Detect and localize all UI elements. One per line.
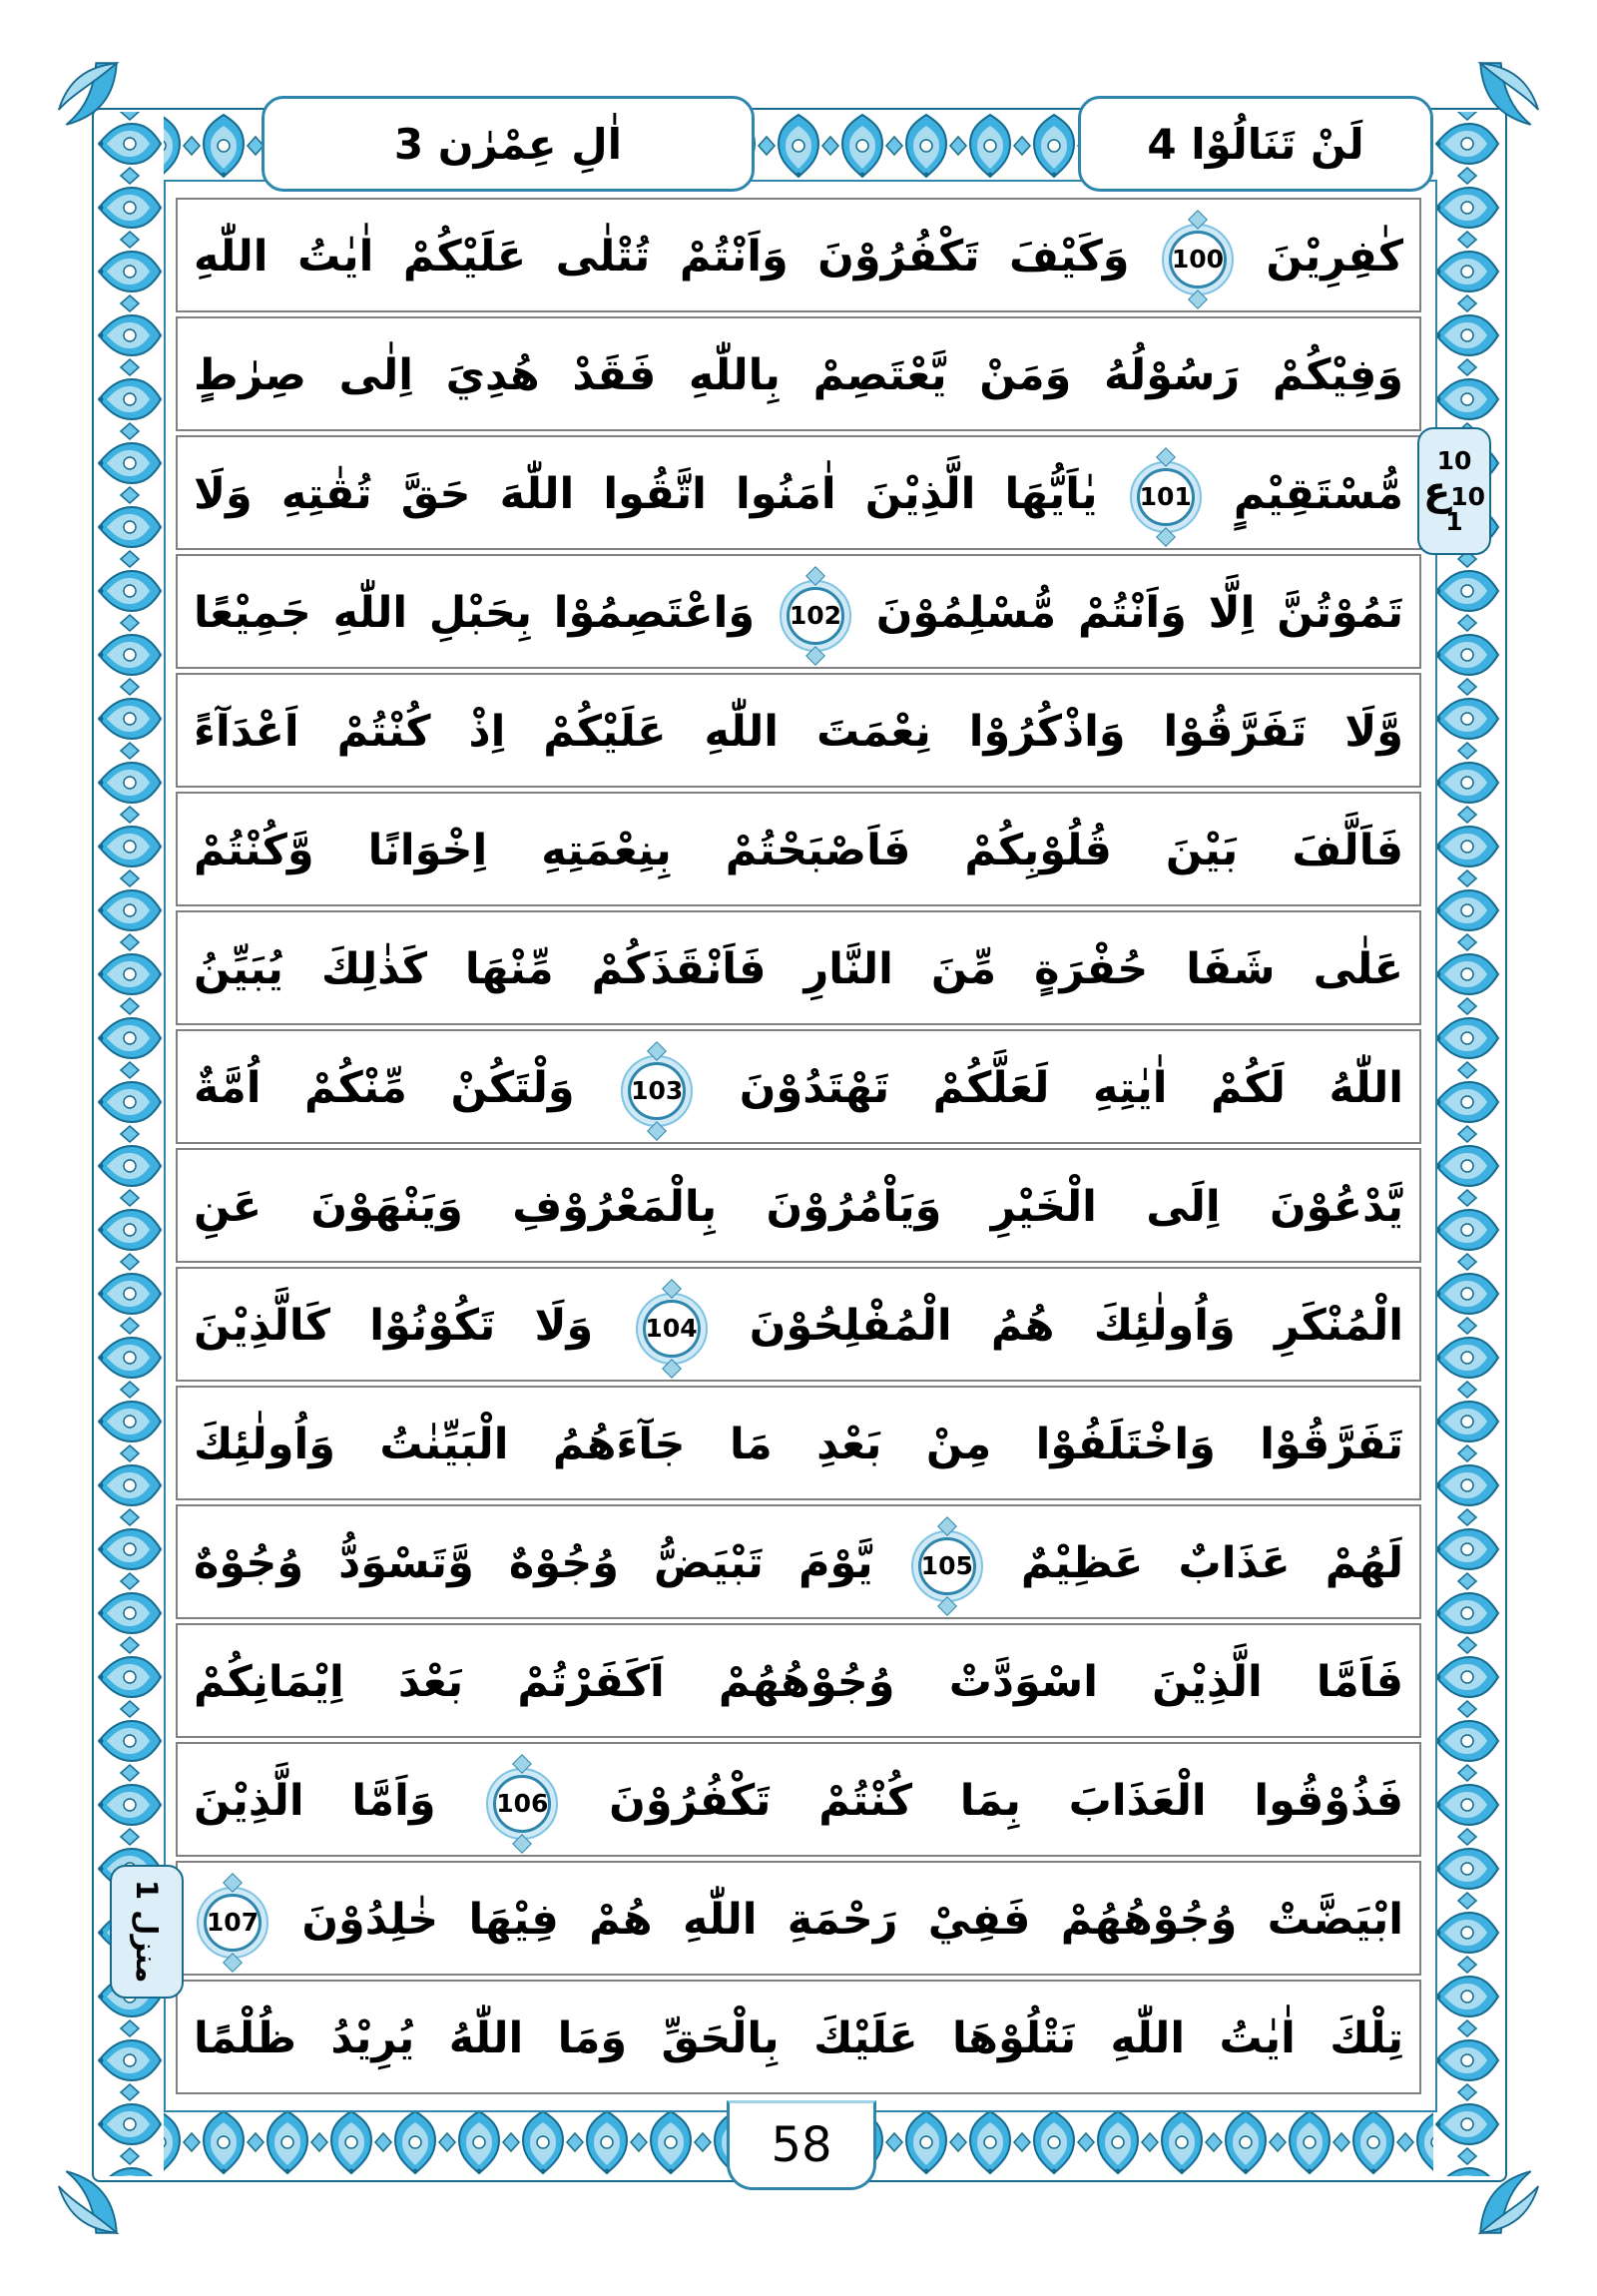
- ayah-marker-105: [918, 1537, 976, 1595]
- page-number-tab: [727, 2100, 876, 2190]
- ayah-text: الْمُنْكَرِ وَاُولٰئِكَ هُمُ الْمُفْلِحُوْنَ: [749, 1301, 1403, 1351]
- ayah-text: تَفَرَّقُوْا وَاخْتَلَفُوْا مِنْ بَعْدِ مَا جَآءَهُمُ الْبَيِّنٰتُ وَاُولٰئِكَ: [194, 1420, 1403, 1469]
- ruku-ain-symbol: ع: [1422, 468, 1451, 514]
- ayah-text: وَفِيْكُمْ رَسُوْلُهُ وَمَنْ يَّعْتَصِمْ بِاللّٰهِ فَقَدْ هُدِيَ اِلٰى صِرٰطٍ: [194, 350, 1403, 400]
- ayah-text: ابْيَضَّتْ وُجُوْهُهُمْ فَفِيْ رَحْمَةِ اللّٰهِ هُمْ فِيْهَا خٰلِدُوْنَ: [301, 1895, 1403, 1945]
- ayah-text: لَهُمْ عَذَابٌ عَظِيْمٌ: [1020, 1538, 1403, 1588]
- ayah-text: كٰفِرِيْنَ: [1266, 232, 1403, 282]
- quran-line-2: [176, 316, 1421, 431]
- text-lines: [176, 198, 1421, 2094]
- ayah-text: اللّٰهُ لَكُمْ اٰيٰتِهِ لَعَلَّكُمْ تَهْتَدُوْنَ: [739, 1063, 1403, 1113]
- corner-flourish-icon: [1469, 52, 1553, 136]
- ayah-text: يَّدْعُوْنَ اِلَى الْخَيْرِ وَيَاْمُرُوْنَ بِالْمَعْرُوْفِ وَيَنْهَوْنَ عَنِ: [194, 1182, 1403, 1232]
- corner-flourish-icon: [1469, 2160, 1553, 2244]
- quran-line-3: [176, 435, 1421, 550]
- quran-line-7: [176, 910, 1421, 1025]
- ayah-number: 102: [787, 587, 844, 645]
- quran-line-14: [176, 1742, 1421, 1857]
- ayah-number: 106: [493, 1775, 551, 1833]
- quran-line-13: [176, 1623, 1421, 1738]
- manzil-marker: [110, 1865, 184, 1999]
- surah-title: اٰلِ عِمْرٰن 3: [393, 119, 623, 169]
- ruku-number: 10: [1436, 446, 1472, 475]
- ayah-text: عَلٰى شَفَا حُفْرَةٍ مِّنَ النَّارِ فَاَنْقَذَكُمْ مِّنْهَا كَذٰلِكَ يُبَيِّنُ: [194, 944, 1403, 994]
- ayah-text: تَمُوْتُنَّ اِلَّا وَاَنْتُمْ مُّسْلِمُوْنَ: [875, 588, 1403, 638]
- quran-line-12: [176, 1504, 1421, 1619]
- ayah-text: مُّسْتَقِيْمٍ: [1233, 469, 1403, 519]
- ayah-text: فَاَمَّا الَّذِيْنَ اسْوَدَّتْ وُجُوْهُهُمْ اَكَفَرْتُمْ بَعْدَ اِيْمَانِكُمْ: [194, 1657, 1403, 1707]
- ayah-text: تِلْكَ اٰيٰتُ اللّٰهِ نَتْلُوْهَا عَلَيْكَ بِالْحَقِّ وَمَا اللّٰهُ يُرِيْدُ ظُلْمًا: [194, 2013, 1403, 2063]
- quran-line-8: [176, 1029, 1421, 1144]
- ornamental-border-right: [1433, 112, 1501, 2176]
- ayah-number: 103: [628, 1062, 686, 1120]
- ayah-text: فَاَلَّفَ بَيْنَ قُلُوْبِكُمْ فَاَصْبَحْتُمْ بِنِعْمَتِهِ اِخْوَانًا وَّكُنْتُمْ: [194, 826, 1403, 875]
- ayah-marker-100: [1169, 231, 1227, 288]
- ayah-number: 104: [643, 1300, 701, 1358]
- ayah-text: يَّوْمَ تَبْيَضُّ وُجُوْهٌ وَّتَسْوَدُّ وُجُوْهٌ: [194, 1538, 873, 1588]
- ayah-text: وَاَمَّا الَّذِيْنَ: [194, 1776, 436, 1826]
- ayah-text: وَّلَا تَفَرَّقُوْا وَاذْكُرُوْا نِعْمَتَ اللّٰهِ عَلَيْكُمْ اِذْ كُنْتُمْ اَعْدَآءً: [194, 707, 1403, 757]
- manzil-label: منزل 1: [130, 1880, 164, 1984]
- ruku-juz-number: 1: [1445, 507, 1463, 536]
- ayah-marker-102: [787, 587, 844, 645]
- ayah-number: 105: [918, 1537, 976, 1595]
- page-number: 58: [771, 2117, 832, 2173]
- ayah-number: 101: [1137, 468, 1195, 526]
- ayah-marker-103: [628, 1062, 686, 1120]
- quran-line-4: [176, 554, 1421, 669]
- ruku-marker: [1417, 427, 1491, 555]
- corner-flourish-icon: [44, 2160, 128, 2244]
- ruku-ayah-count: 10: [1450, 482, 1486, 511]
- quran-line-6: [176, 792, 1421, 906]
- juz-title: لَنْ تَنَالُوْا 4: [1147, 119, 1364, 169]
- corner-flourish-icon: [44, 52, 128, 136]
- ayah-marker-107: [204, 1894, 262, 1952]
- ayah-marker-104: [643, 1300, 701, 1358]
- ayah-marker-106: [493, 1775, 551, 1833]
- ayah-text: وَلَا تَكُوْنُوْا كَالَّذِيْنَ: [194, 1301, 594, 1351]
- quran-line-11: [176, 1386, 1421, 1500]
- ayah-text: وَكَيْفَ تَكْفُرُوْنَ وَاَنْتُمْ تُتْلٰى عَلَيْكُمْ اٰيٰتُ اللّٰهِ: [194, 232, 1130, 282]
- ayah-marker-101: [1137, 468, 1195, 526]
- ayah-number: 100: [1169, 231, 1227, 288]
- surah-title-tab: [262, 96, 755, 192]
- quran-line-15: [176, 1861, 1421, 1976]
- ayah-text: وَلْتَكُنْ مِّنْكُمْ اُمَّةٌ: [194, 1063, 575, 1113]
- juz-title-tab: [1078, 96, 1433, 192]
- ayah-number: 107: [204, 1894, 262, 1952]
- quran-line-5: [176, 673, 1421, 788]
- ayah-text: فَذُوْقُوا الْعَذَابَ بِمَا كُنْتُمْ تَكْفُرُوْنَ: [609, 1776, 1403, 1826]
- quran-line-10: [176, 1267, 1421, 1382]
- quran-line-9: [176, 1148, 1421, 1263]
- ayah-text: وَاعْتَصِمُوْا بِحَبْلِ اللّٰهِ جَمِيْعًا: [194, 588, 756, 638]
- quran-line-16: [176, 1980, 1421, 2094]
- quran-line-1: [176, 198, 1421, 312]
- ayah-text: يٰاَيُّهَا الَّذِيْنَ اٰمَنُوا اتَّقُوا اللّٰهَ حَقَّ تُقٰتِهِ وَلَا: [194, 469, 1098, 519]
